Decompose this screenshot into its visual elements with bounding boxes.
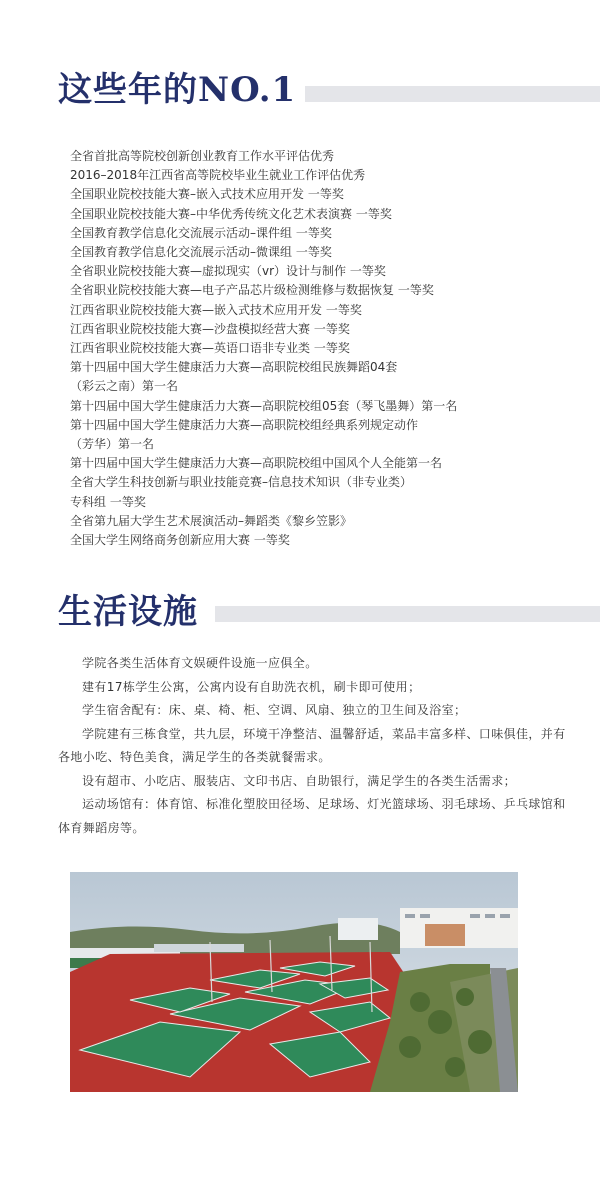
facility-paragraph: 运动场馆有：体育馆、标准化塑胶田径场、足球场、灯光篮球场、羽毛球场、乒乓球馆和体育舞蹈房等。: [58, 797, 566, 835]
award-item: 江西省职业院校技能大赛—英语口语非专业类 一等奖: [70, 341, 350, 356]
title-underline-bar: [305, 86, 600, 102]
campus-sports-courts-photo: [70, 872, 518, 1092]
award-item: 全国教育教学信息化交流展示活动–课件组 一等奖: [70, 225, 332, 240]
award-item: 全国职业院校技能大赛–嵌入式技术应用开发 一等奖: [70, 187, 344, 202]
facility-description: [58, 652, 568, 840]
award-item: 第十四届中国大学生健康活力大赛—高职院校组05套（琴飞墨舞）第一名: [70, 398, 458, 413]
award-item: 全省职业院校技能大赛—虚拟现实（vr）设计与制作 一等奖: [70, 264, 386, 279]
award-item: 全国职业院校技能大赛–中华优秀传统文化艺术表演赛 一等奖: [70, 206, 392, 221]
award-item: 全省第九届大学生艺术展演活动–舞蹈类《黎乡笠影》: [70, 513, 353, 528]
award-item: 全省大学生科技创新与职业技能竞赛–信息技术知识（非专业类）: [70, 475, 413, 490]
awards-section-title: 这些年的NO.1: [58, 70, 297, 110]
facility-paragraph: 学院各类生活体育文娱硬件设施一应俱全。: [82, 656, 318, 670]
facility-paragraph: 学院建有三栋食堂，共九层，环境干净整洁、温馨舒适，菜品丰富多样、口味俱佳，并有各地小吃、特色美食，满足学生的各类就餐需求。: [58, 726, 566, 764]
awards-list: [70, 147, 530, 550]
award-item: 全国教育教学信息化交流展示活动–微课组 一等奖: [70, 245, 332, 260]
award-item: 全省职业院校技能大赛—电子产品芯片级检测维修与数据恢复 一等奖: [70, 283, 434, 298]
award-item: （芳华）第一名: [70, 437, 155, 452]
award-item: 第十四届中国大学生健康活力大赛—高职院校组中国风个人全能第一名: [70, 456, 443, 471]
facility-paragraph: 建有17栋学生公寓，公寓内设有自助洗衣机，刷卡即可使用；: [82, 679, 421, 694]
award-item: 全国大学生网络商务创新应用大赛 一等奖: [70, 533, 290, 548]
title-underline-bar: [215, 606, 600, 622]
award-item: 第十四届中国大学生健康活力大赛—高职院校组经典系列规定动作: [70, 417, 419, 432]
facility-paragraph: 学生宿舍配有：床、桌、椅、柜、空调、风扇、独立的卫生间及浴室；: [82, 703, 467, 717]
award-item: （彩云之南）第一名: [70, 379, 179, 394]
award-item: 江西省职业院校技能大赛—嵌入式技术应用开发 一等奖: [70, 302, 362, 317]
facility-paragraph: 设有超市、小吃店、服装店、文印书店、自助银行，满足学生的各类生活需求；: [82, 773, 517, 788]
award-item: 全省首批高等院校创新创业教育工作水平评估优秀: [70, 149, 335, 163]
award-item: 2016–2018年江西省高等院校毕业生就业工作评估优秀: [70, 168, 366, 183]
award-item: 专科组 一等奖: [70, 494, 146, 509]
facility-section-title: 生活设施: [58, 592, 198, 632]
award-item: 江西省职业院校技能大赛—沙盘模拟经营大赛 一等奖: [70, 321, 350, 336]
award-item: 第十四届中国大学生健康活力大赛—高职院校组民族舞蹈04套: [70, 360, 398, 375]
